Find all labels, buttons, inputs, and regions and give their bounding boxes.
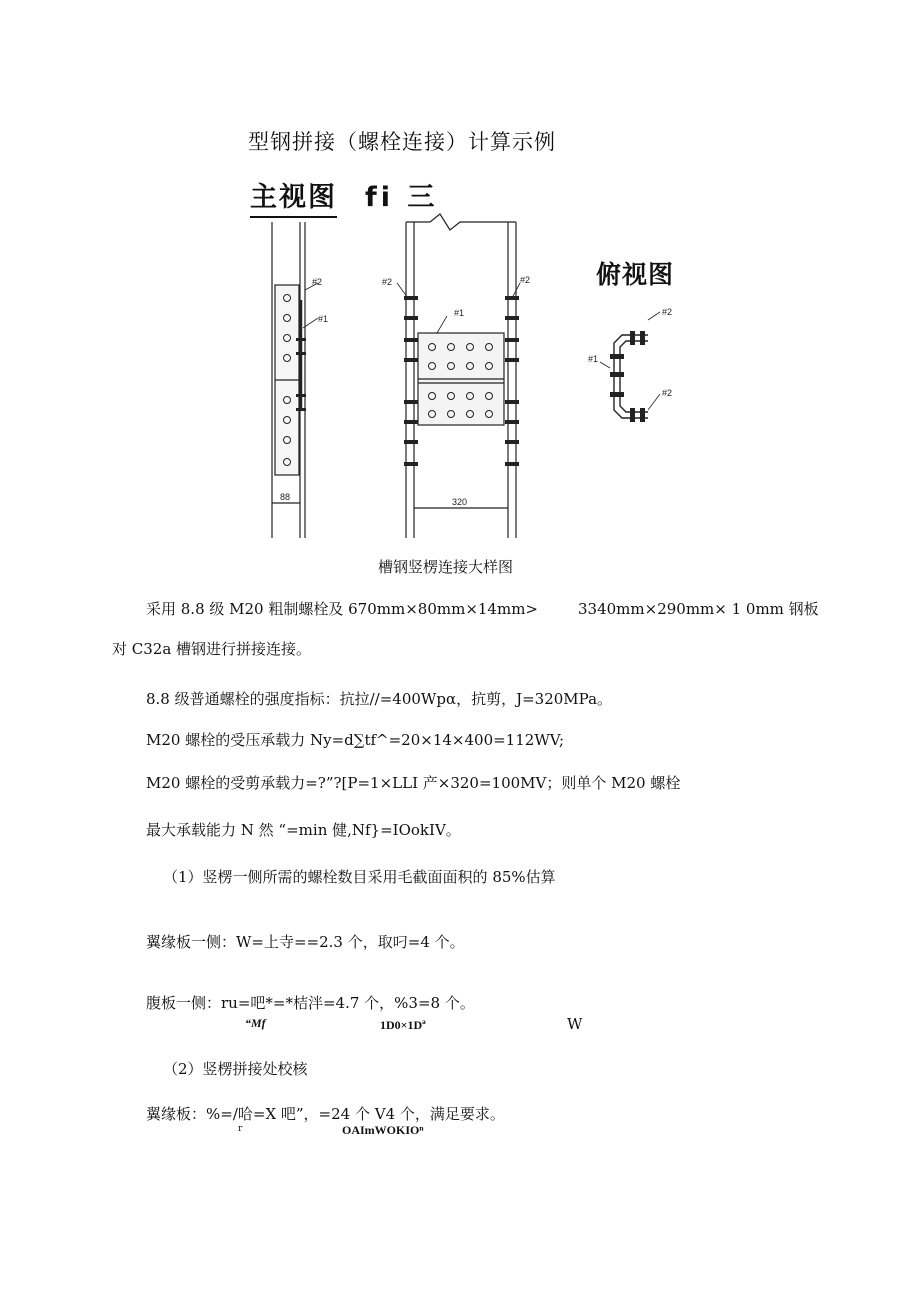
mid-tag-1: #1 xyxy=(454,308,465,318)
splice-drawing xyxy=(0,0,920,560)
left-tag-2: #2 xyxy=(312,277,323,287)
mid-dim-320: 320 xyxy=(452,497,468,507)
left-dim-88: 88 xyxy=(280,492,291,502)
figure-caption: 槽钢竖楞连接大样图 xyxy=(378,558,514,576)
top-view-heading: 俯视图 xyxy=(596,260,675,289)
para-6: 最大承载能力 N 然 “=min 健,Nf}=IOokIV。 xyxy=(146,821,461,839)
para-9: 腹板一侧：ru=吧*=*桔泮=4.7 个，%3=8 个。 xyxy=(146,994,475,1012)
main-view-heading: 主视图 xyxy=(250,175,337,218)
top-tag-2-upper: #2 xyxy=(662,307,673,317)
para-10: （2）竖楞拼接处校核 xyxy=(163,1060,308,1078)
mid-tag-2-left: #2 xyxy=(382,277,393,287)
para-2: 对 C32a 槽钢进行拼接连接。 xyxy=(112,640,312,658)
para-1-right: 3340mm×290mm× 1 0mm 钢板 xyxy=(578,600,819,618)
para-9-sub-left: “Mf xyxy=(245,1016,266,1030)
para-3: 8.8 级普通螺栓的强度指标：抗拉//=400Wpα，抗剪，J=320MPa。 xyxy=(146,690,613,708)
main-view-heading-tail: fi 三 xyxy=(365,182,439,213)
para-5: M20 螺栓的受剪承载力=?”?[P=1×LLI 产×320=100MV；则单个 M20 螺栓 xyxy=(146,774,681,792)
para-7: （1）竖楞一侧所需的螺栓数目采用毛截面面积的 85%估算 xyxy=(163,868,556,886)
para-9-sub-right: W xyxy=(567,1015,583,1033)
left-tag-1: #1 xyxy=(318,314,329,324)
para-11-sub-left: r xyxy=(238,1124,243,1134)
para-1-left: 采用 8.8 级 M20 粗制螺栓及 670mm×80mm×14mm> xyxy=(146,600,538,618)
para-8: 翼缘板一侧：W=上寺==2.3 个，取叼=4 个。 xyxy=(146,933,465,951)
para-9-sub-mid: 1D0×1Dª xyxy=(380,1018,426,1032)
mid-tag-2-right: #2 xyxy=(520,275,531,285)
para-11: 翼缘板：%=/哈=X 吧”，=24 个 V4 个，满足要求。 xyxy=(146,1105,505,1123)
top-tag-1: #1 xyxy=(588,354,599,364)
para-4: M20 螺栓的受压承载力 Ny=d∑tf^=20×14×400=112WV; xyxy=(146,731,565,749)
page-title: 型钢拼接（螺栓连接）计算示例 xyxy=(248,130,556,154)
para-11-sub-mid: OAImWOKIOⁿ xyxy=(342,1123,424,1137)
top-tag-2-lower: #2 xyxy=(662,388,673,398)
